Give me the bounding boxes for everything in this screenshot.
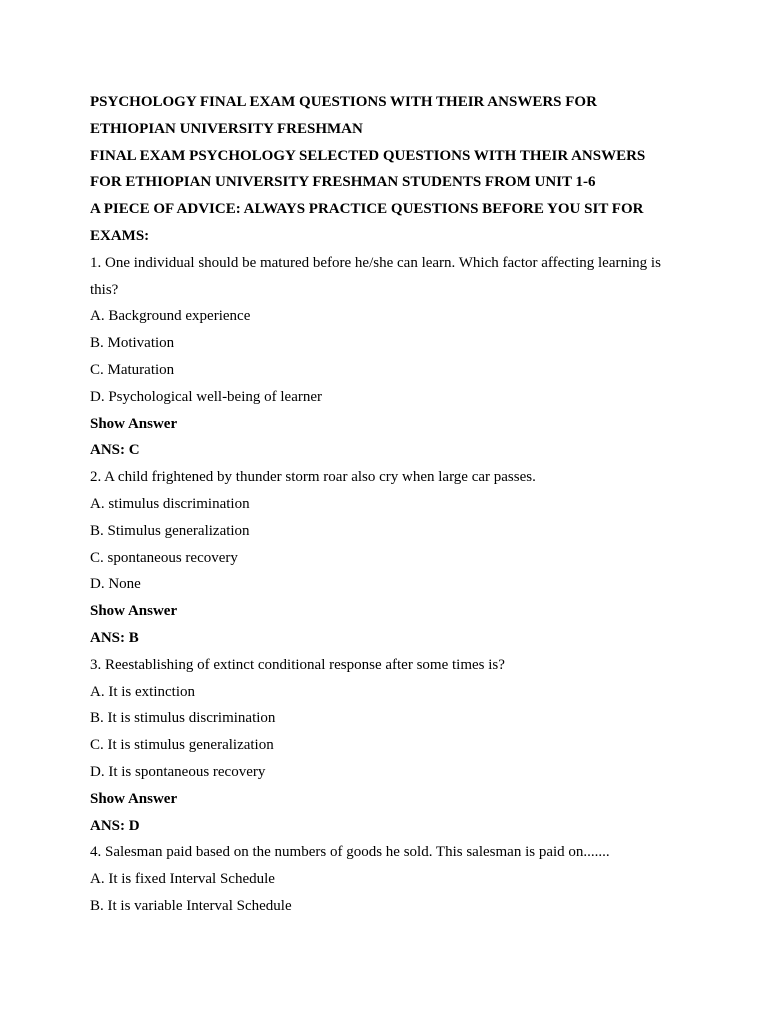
document-subtitle-line-1: FINAL EXAM PSYCHOLOGY SELECTED QUESTIONS WITH THEIR ANSWERS [90, 147, 646, 164]
question-3-option-d: D. It is spontaneous recovery [90, 763, 266, 780]
question-2-option-d: D. None [90, 576, 141, 593]
question-3-answer: ANS: D [90, 817, 140, 834]
question-2-answer: ANS: B [90, 629, 139, 646]
question-1-option-d: D. Psychological well-being of learner [90, 388, 323, 405]
advice-line-1: A PIECE OF ADVICE: ALWAYS PRACTICE QUESTIONS BEFORE YOU SIT FOR [90, 201, 644, 218]
question-4-text: 4. Salesman paid based on the numbers of goods he sold. This salesman is paid on....... [90, 844, 610, 861]
question-2-show-answer-link[interactable]: Show Answer [90, 603, 178, 620]
question-1-option-b: B. Motivation [90, 335, 175, 352]
document-subtitle-line-2: FOR ETHIOPIAN UNIVERSITY FRESHMAN STUDENTS FROM UNIT 1-6 [90, 174, 596, 191]
question-1-answer: ANS: C [90, 442, 140, 459]
question-2-option-b: B. Stimulus generalization [90, 522, 250, 539]
question-1-text-line-1: 1. One individual should be matured before he/she can learn. Which factor affecting learning is [90, 254, 661, 271]
question-1-option-c: C. Maturation [90, 361, 175, 378]
question-3-text: 3. Reestablishing of extinct conditional response after some times is? [90, 656, 505, 673]
question-1-show-answer-link[interactable]: Show Answer [90, 415, 178, 432]
question-1-text-line-2: this? [90, 281, 119, 298]
question-4-option-b: B. It is variable Interval Schedule [90, 897, 292, 914]
document-page [90, 89, 690, 920]
question-2-text: 2. A child frightened by thunder storm roar also cry when large car passes. [90, 469, 536, 486]
question-3-option-b: B. It is stimulus discrimination [90, 710, 276, 727]
document-title-line-2: ETHIOPIAN UNIVERSITY FRESHMAN [90, 120, 363, 137]
question-3-option-c: C. It is stimulus generalization [90, 737, 274, 754]
question-3-option-a: A. It is extinction [90, 683, 195, 700]
document-title-line-1: PSYCHOLOGY FINAL EXAM QUESTIONS WITH THEIR ANSWERS FOR [90, 94, 597, 110]
question-2-option-a: A. stimulus discrimination [90, 495, 250, 512]
question-3-show-answer-link[interactable]: Show Answer [90, 790, 178, 807]
question-4-option-a: A. It is fixed Interval Schedule [90, 871, 275, 888]
question-2-option-c: C. spontaneous recovery [90, 549, 238, 566]
question-1-option-a: A. Background experience [90, 308, 251, 325]
advice-line-2: EXAMS: [90, 227, 150, 244]
